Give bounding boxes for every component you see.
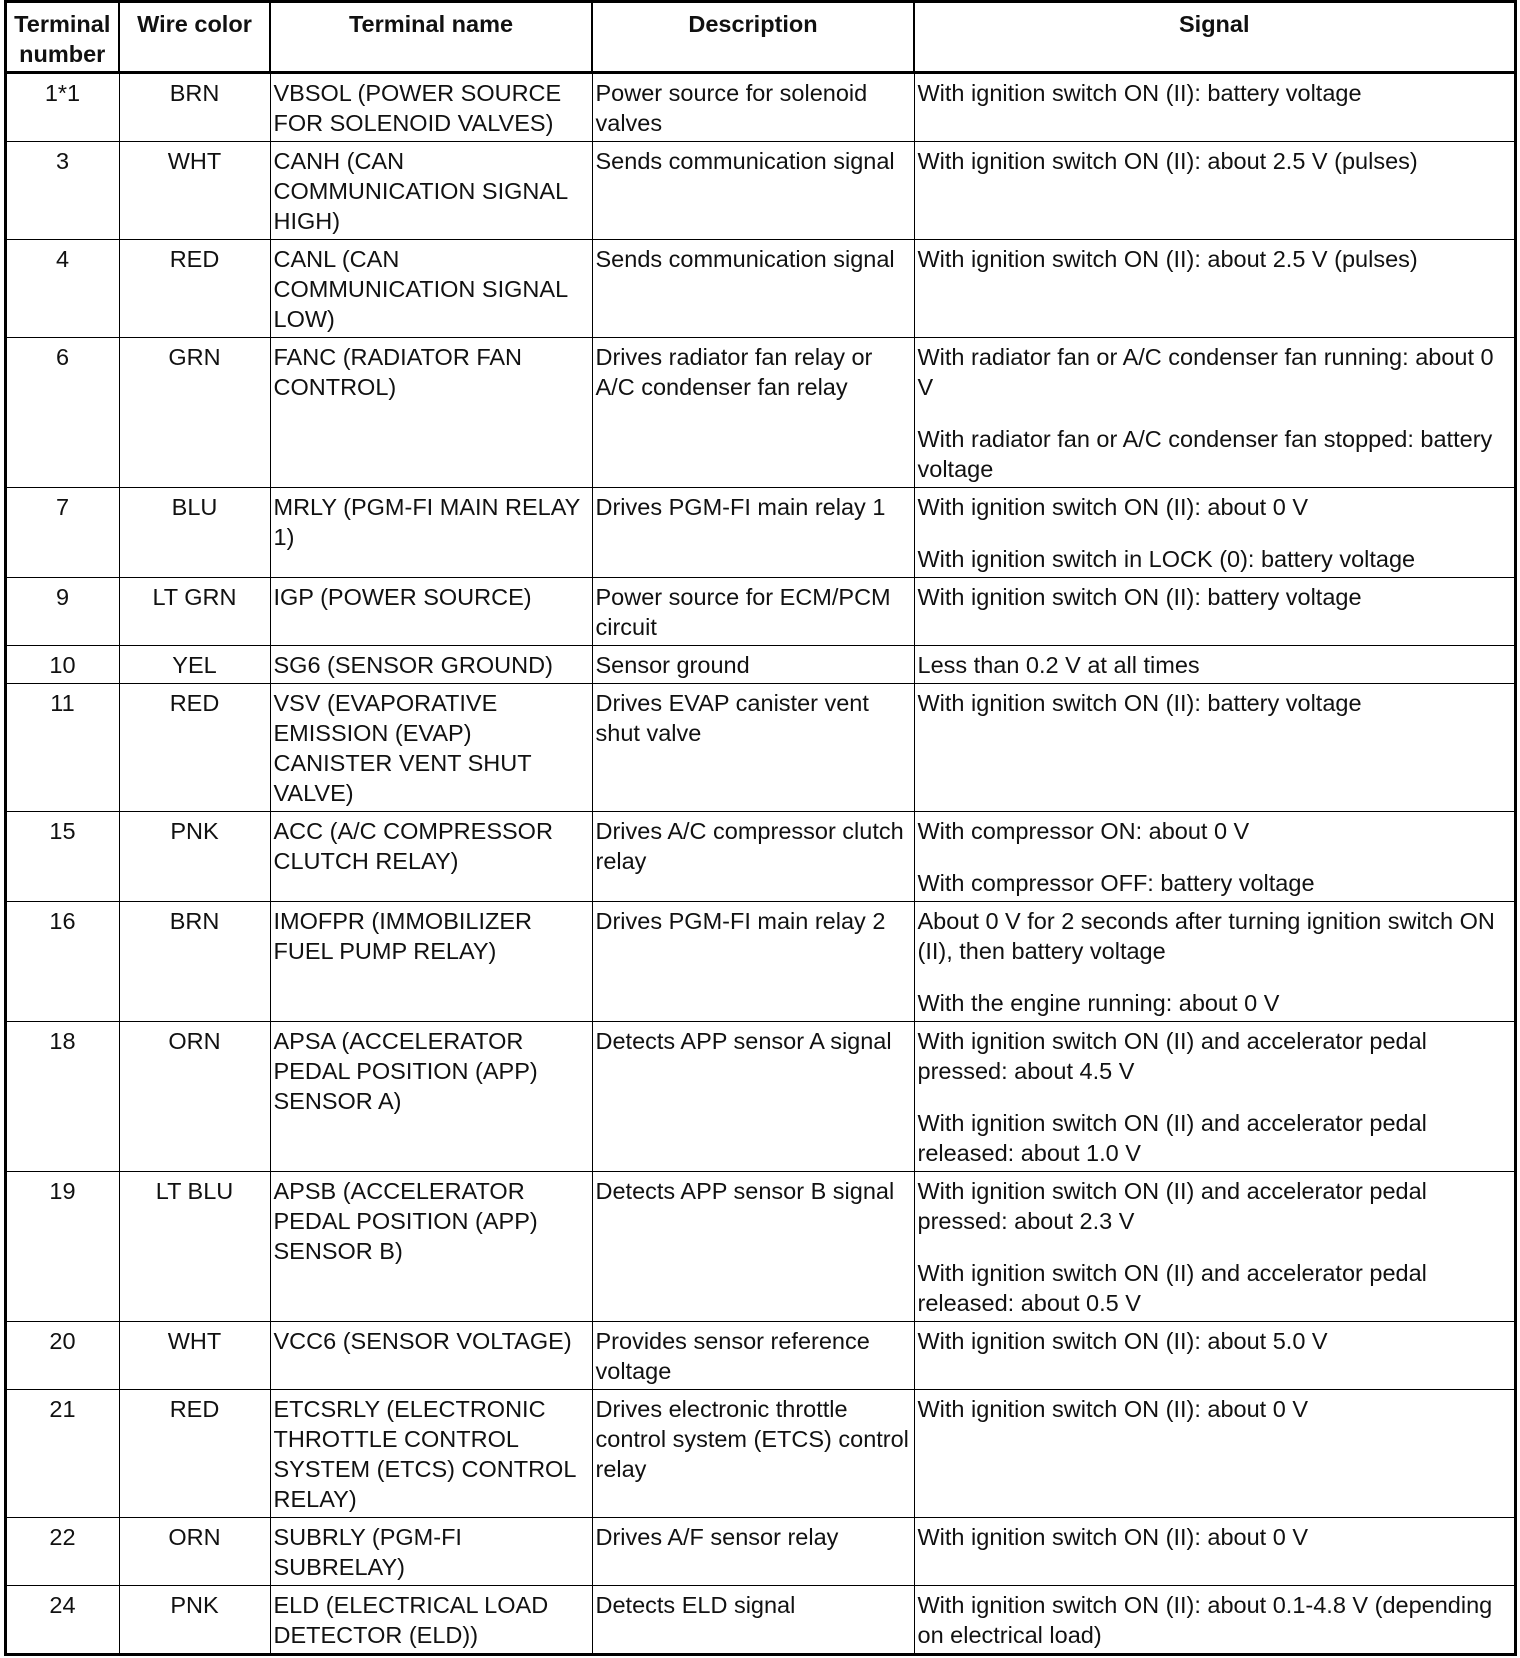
terminal-name-cell: ELD (ELECTRICAL LOAD DETECTOR (ELD)) (270, 1586, 592, 1655)
signal-cell (914, 1322, 1515, 1390)
table-row (5, 142, 1515, 240)
terminal-name-cell: SG6 (SENSOR GROUND) (270, 646, 592, 684)
signal-line: With ignition switch ON (II): about 0 V (917, 494, 1309, 520)
terminal-number-cell: 18 (5, 1022, 119, 1172)
terminal-number-cell: 24 (5, 1586, 119, 1655)
table-row (5, 1390, 1515, 1518)
terminal-name-cell: IMOFPR (IMMOBILIZER FUEL PUMP RELAY) (270, 902, 592, 1022)
terminal-number-cell: 7 (5, 488, 119, 578)
wire-color-cell: RED (119, 240, 270, 338)
wire-color-cell: BRN (119, 902, 270, 1022)
table-row (5, 646, 1515, 684)
terminal-number-cell: 20 (5, 1322, 119, 1390)
table-row (5, 1586, 1515, 1655)
wire-color-cell: RED (119, 1390, 270, 1518)
wire-color-cell: PNK (119, 812, 270, 902)
signal-line: With compressor OFF: battery voltage (917, 870, 1315, 896)
terminal-name-cell: MRLY (PGM-FI MAIN RELAY 1) (270, 488, 592, 578)
terminal-name-cell: CANL (CAN COMMUNICATION SIGNAL LOW) (270, 240, 592, 338)
terminal-name-cell: VBSOL (POWER SOURCE FOR SOLENOID VALVES) (270, 73, 592, 142)
signal-cell (914, 646, 1515, 684)
signal-line: With ignition switch ON (II): about 5.0 V (917, 1328, 1328, 1354)
terminal-number-cell: 1*1 (5, 73, 119, 142)
description-cell: Drives PGM-FI main relay 2 (592, 902, 914, 1022)
terminal-number-cell: 4 (5, 240, 119, 338)
terminal-number-cell: 11 (5, 684, 119, 812)
signal-line: With ignition switch ON (II): about 0.1-4.8 V (depending on electrical load) (917, 1592, 1493, 1648)
description-cell: Power source for ECM/PCM circuit (592, 578, 914, 646)
terminal-name-cell: IGP (POWER SOURCE) (270, 578, 592, 646)
signal-line: With ignition switch ON (II): about 2.5 V (pulses) (917, 246, 1418, 272)
terminal-name-cell: FANC (RADIATOR FAN CONTROL) (270, 338, 592, 488)
signal-cell (914, 1586, 1515, 1655)
terminal-number-cell: 19 (5, 1172, 119, 1322)
signal-cell (914, 812, 1515, 902)
header-description: Description (592, 2, 914, 73)
signal-line: Less than 0.2 V at all times (917, 652, 1200, 678)
signal-cell (914, 73, 1515, 142)
signal-cell (914, 1518, 1515, 1586)
terminal-table (4, 0, 1517, 1656)
terminal-number-cell: 22 (5, 1518, 119, 1586)
signal-cell (914, 488, 1515, 578)
description-cell: Sensor ground (592, 646, 914, 684)
description-cell: Sends communication signal (592, 240, 914, 338)
table-row (5, 73, 1515, 142)
wire-color-cell: WHT (119, 142, 270, 240)
description-cell: Provides sensor reference voltage (592, 1322, 914, 1390)
signal-line: With ignition switch ON (II) and accelerator pedal released: about 0.5 V (917, 1260, 1427, 1316)
signal-cell (914, 1022, 1515, 1172)
wire-color-cell: GRN (119, 338, 270, 488)
description-cell: Detects ELD signal (592, 1586, 914, 1655)
terminal-name-cell: ACC (A/C COMPRESSOR CLUTCH RELAY) (270, 812, 592, 902)
header-signal: Signal (914, 2, 1515, 73)
terminal-number-cell: 15 (5, 812, 119, 902)
signal-line: With compressor ON: about 0 V (917, 818, 1250, 844)
signal-cell (914, 1390, 1515, 1518)
signal-cell (914, 338, 1515, 488)
description-cell: Drives radiator fan relay or A/C condenser fan relay (592, 338, 914, 488)
table-row (5, 684, 1515, 812)
signal-line: With radiator fan or A/C condenser fan stopped: battery voltage (917, 426, 1493, 482)
signal-line: With the engine running: about 0 V (917, 990, 1280, 1016)
terminal-number-cell: 9 (5, 578, 119, 646)
terminal-name-cell: APSA (ACCELERATOR PEDAL POSITION (APP) SENSOR A) (270, 1022, 592, 1172)
signal-cell (914, 902, 1515, 1022)
table-row (5, 1172, 1515, 1322)
wire-color-cell: BLU (119, 488, 270, 578)
signal-line: About 0 V for 2 seconds after turning ignition switch ON (II), then battery voltage (917, 908, 1495, 964)
description-cell: Detects APP sensor A signal (592, 1022, 914, 1172)
wire-color-cell: LT BLU (119, 1172, 270, 1322)
terminal-name-cell: APSB (ACCELERATOR PEDAL POSITION (APP) SENSOR B) (270, 1172, 592, 1322)
signal-line: With ignition switch ON (II): about 0 V (917, 1524, 1309, 1550)
wire-color-cell: PNK (119, 1586, 270, 1655)
signal-cell (914, 578, 1515, 646)
description-cell: Sends communication signal (592, 142, 914, 240)
description-cell: Drives electronic throttle control system (ETCS) control relay (592, 1390, 914, 1518)
signal-cell (914, 684, 1515, 812)
signal-line: With ignition switch ON (II): about 2.5 V (pulses) (917, 148, 1418, 174)
header-terminal-name: Terminal name (270, 2, 592, 73)
description-cell: Power source for solenoid valves (592, 73, 914, 142)
signal-line: With ignition switch ON (II) and accelerator pedal pressed: about 4.5 V (917, 1028, 1427, 1084)
signal-cell (914, 240, 1515, 338)
signal-line: With ignition switch ON (II) and accelerator pedal pressed: about 2.3 V (917, 1178, 1427, 1234)
header-terminal-number: Terminal number (5, 2, 119, 73)
header-wire-color: Wire color (119, 2, 270, 73)
signal-line: With radiator fan or A/C condenser fan running: about 0 V (917, 344, 1494, 400)
table-row (5, 488, 1515, 578)
terminal-number-cell: 16 (5, 902, 119, 1022)
terminal-name-cell: SUBRLY (PGM-FI SUBRELAY) (270, 1518, 592, 1586)
terminal-number-cell: 6 (5, 338, 119, 488)
terminal-number-cell: 10 (5, 646, 119, 684)
description-cell: Detects APP sensor B signal (592, 1172, 914, 1322)
signal-line: With ignition switch ON (II): battery voltage (917, 80, 1362, 106)
description-cell: Drives A/C compressor clutch relay (592, 812, 914, 902)
table-row (5, 812, 1515, 902)
signal-line: With ignition switch ON (II): battery voltage (917, 690, 1362, 716)
signal-line: With ignition switch ON (II): about 0 V (917, 1396, 1309, 1422)
table-row (5, 902, 1515, 1022)
wire-color-cell: BRN (119, 73, 270, 142)
terminal-number-cell: 3 (5, 142, 119, 240)
table-row (5, 240, 1515, 338)
signal-cell (914, 1172, 1515, 1322)
description-cell: Drives PGM-FI main relay 1 (592, 488, 914, 578)
signal-line: With ignition switch ON (II): battery voltage (917, 584, 1362, 610)
table-row (5, 1322, 1515, 1390)
description-cell: Drives A/F sensor relay (592, 1518, 914, 1586)
signal-line: With ignition switch in LOCK (0): battery voltage (917, 546, 1416, 572)
table-row (5, 1022, 1515, 1172)
terminal-name-cell: VCC6 (SENSOR VOLTAGE) (270, 1322, 592, 1390)
table-body (5, 73, 1515, 1655)
wire-color-cell: RED (119, 684, 270, 812)
wire-color-cell: LT GRN (119, 578, 270, 646)
table-row (5, 1518, 1515, 1586)
table-row (5, 338, 1515, 488)
table-header (5, 2, 1515, 73)
signal-line: With ignition switch ON (II) and accelerator pedal released: about 1.0 V (917, 1110, 1427, 1166)
terminal-name-cell: ETCSRLY (ELECTRONIC THROTTLE CONTROL SYSTEM (ETCS) CONTROL RELAY) (270, 1390, 592, 1518)
wire-color-cell: YEL (119, 646, 270, 684)
wire-color-cell: WHT (119, 1322, 270, 1390)
terminal-name-cell: VSV (EVAPORATIVE EMISSION (EVAP) CANISTER VENT SHUT VALVE) (270, 684, 592, 812)
description-cell: Drives EVAP canister vent shut valve (592, 684, 914, 812)
wire-color-cell: ORN (119, 1518, 270, 1586)
table-row (5, 578, 1515, 646)
wire-color-cell: ORN (119, 1022, 270, 1172)
signal-cell (914, 142, 1515, 240)
terminal-number-cell: 21 (5, 1390, 119, 1518)
terminal-name-cell: CANH (CAN COMMUNICATION SIGNAL HIGH) (270, 142, 592, 240)
